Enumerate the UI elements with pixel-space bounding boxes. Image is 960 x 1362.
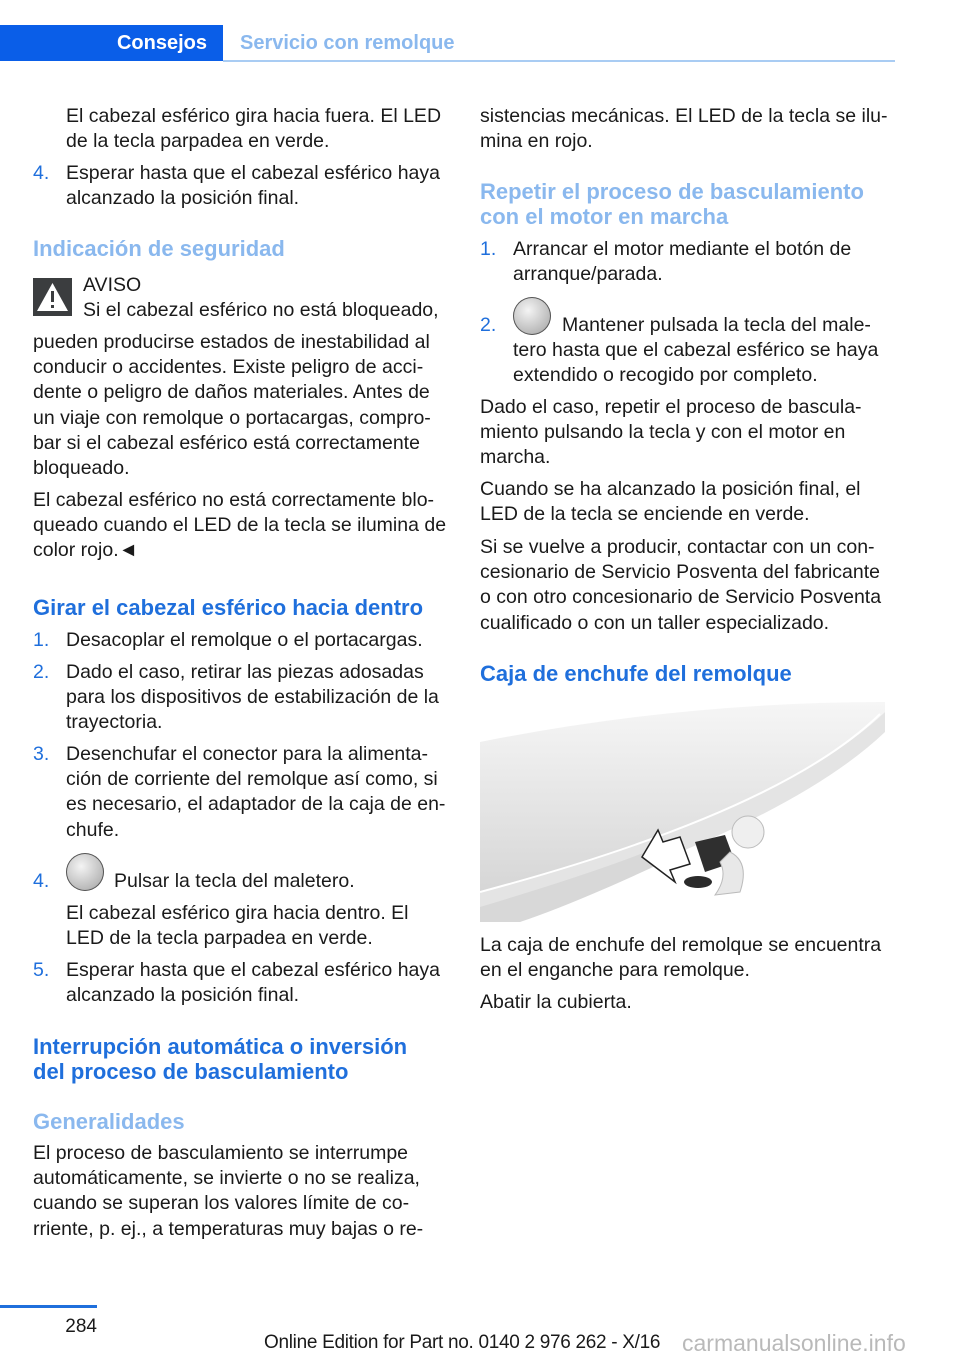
list-number: 4. [33,162,50,184]
text-line: Desacoplar el remolque o el portacargas. [66,629,423,651]
text-line: Repetir el proceso de basculamiento [480,179,864,204]
text-line: LED de la tecla se enciende en verde. [480,503,810,526]
paragraph [480,933,881,983]
text-line: LED de la tecla parpadea en verde. [66,927,373,950]
text-line: un viaje con remolque o portacargas, compro- [33,406,431,429]
paragraph [480,535,881,636]
paragraph [66,104,441,154]
text-line: La caja de enchufe del remolque se encuentra [480,934,882,956]
list-item [66,742,445,843]
heading-socket: Caja de enchufe del remolque [480,661,792,686]
paragraph [33,1141,423,1242]
list-item [114,869,355,894]
heading-repeat [480,179,864,229]
text-line: conducir o accidentes. Existe peligro de acci- [33,356,424,379]
text-line: Abatir la cubierta. [480,991,632,1013]
text-line: Desenchufar el conector para la alimenta- [66,743,429,765]
heading-safety: Indicación de seguridad [33,236,285,261]
text-line: Si se vuelve a producir, contactar con un con- [480,536,875,558]
text-line: automáticamente, se invierte o no se realiza, [33,1167,420,1190]
list-item [66,958,440,1008]
text-line: Interrupción automática o inversión [33,1034,408,1059]
text-line: cuando se superan los valores límite de co- [33,1192,410,1215]
heading-interrupt [33,1034,407,1084]
list-number: 5. [33,959,50,981]
list-item [66,161,440,211]
heading-inward: Girar el cabezal esférico hacia dentro [33,595,424,620]
tab-consejos[interactable]: Consejos [0,25,223,61]
list-number: 1. [33,629,50,651]
list-item [66,660,439,736]
footer-rule [0,1305,97,1308]
text-line: bar si el cabezal esférico está correctamente [33,431,420,454]
text-line: ción de corriente del remolque así como, si [66,768,438,791]
text-line: marcha. [480,446,551,469]
text-line: Esperar hasta que el cabezal esférico haya [66,162,440,184]
text-line: El proceso de basculamiento se interrumpe [33,1142,409,1164]
text-line: Esperar hasta que el cabezal esférico haya [66,959,440,981]
trunk-button-icon [513,297,551,335]
text-line: chufe. [66,818,120,841]
text-line: extendido o recogido por completo. [513,364,818,387]
trailer-socket-illustration [480,702,885,922]
text-line: del proceso de basculamiento [33,1059,349,1085]
list-number: 3. [33,743,50,765]
list-number: 4. [33,870,50,892]
text-line: arranque/parada. [513,263,663,286]
list-item [66,628,423,653]
tab-servicio-con-remolque[interactable]: Servicio con remolque [240,32,455,54]
warning-heading [83,273,439,323]
list-number: 2. [33,661,50,683]
text-line: El cabezal esférico no está correctamente blo- [33,489,435,511]
text-line: miento pulsando la tecla y con el motor en [480,421,846,444]
text-line: es necesario, el adaptador de la caja de en- [66,793,446,816]
text-line: cualificado o con un taller especializado. [480,611,830,634]
edition-note: Online Edition for Part no. 0140 2 976 262 - X/16 [264,1332,661,1353]
header-underline [223,60,895,62]
list-item [513,338,878,388]
text-line: pueden producirse estados de inestabilidad al [33,331,430,353]
warning-icon [33,278,72,316]
text-line: para los dispositivos de estabilización de la [66,686,439,709]
warning-body [33,330,431,481]
paragraph [480,395,862,471]
text-line: El cabezal esférico gira hacia fuera. El LED [66,105,442,127]
text-line: queado cuando el LED de la tecla se ilumina de [33,514,447,537]
watermark: carmanualsonline.info [682,1330,906,1356]
text-line: Cuando se ha alcanzado la posición final, el [480,478,861,500]
text-line: rriente, p. ej., a temperaturas muy bajas o re- [33,1217,424,1240]
text-line: o con otro concesionario de Servicio Posventa [480,586,882,609]
text-line: Si el cabezal esférico no está bloqueado, [83,299,439,322]
paragraph [480,104,888,154]
text-line: color rojo.◄ [33,539,138,562]
text-line: trayectoria. [66,711,163,734]
text-line: Arrancar el motor mediante el botón de [513,238,852,260]
paragraph [66,901,409,951]
page-number: 284 [65,1316,97,1337]
list-item: Mantener pulsada la tecla del male- [562,314,871,336]
paragraph [480,477,861,527]
text-line: dente o peligro de daños materiales. Antes de [33,381,430,404]
list-number: 2. [480,314,497,336]
heading-general: Generalidades [33,1109,185,1134]
text-line: con el motor en marcha [480,204,729,230]
list-item [513,237,851,287]
text-line: en el enganche para remolque. [480,959,750,982]
text-line: Pulsar la tecla del maletero. [114,870,355,892]
text-line: tero hasta que el cabezal esférico se haya [513,339,879,361]
text-line: Dado el caso, repetir el proceso de bascula- [480,396,862,418]
text-line: alcanzado la posición final. [66,187,300,210]
list-number: 1. [480,238,497,260]
paragraph [33,488,446,564]
text-line: El cabezal esférico gira hacia dentro. El [66,902,409,924]
text-line: Dado el caso, retirar las piezas adosadas [66,661,424,683]
text-line: de la tecla parpadea en verde. [66,130,330,153]
text-line: cesionario de Servicio Posventa del fabricante [480,561,880,584]
text-line: alcanzado la posición final. [66,984,300,1007]
text-line: mina en rojo. [480,130,593,153]
text-line: sistencias mecánicas. El LED de la tecla se ilu- [480,105,888,127]
text-line: AVISO [83,274,142,296]
text-line: bloqueado. [33,457,130,480]
paragraph [480,990,632,1015]
trunk-button-icon [66,853,104,891]
